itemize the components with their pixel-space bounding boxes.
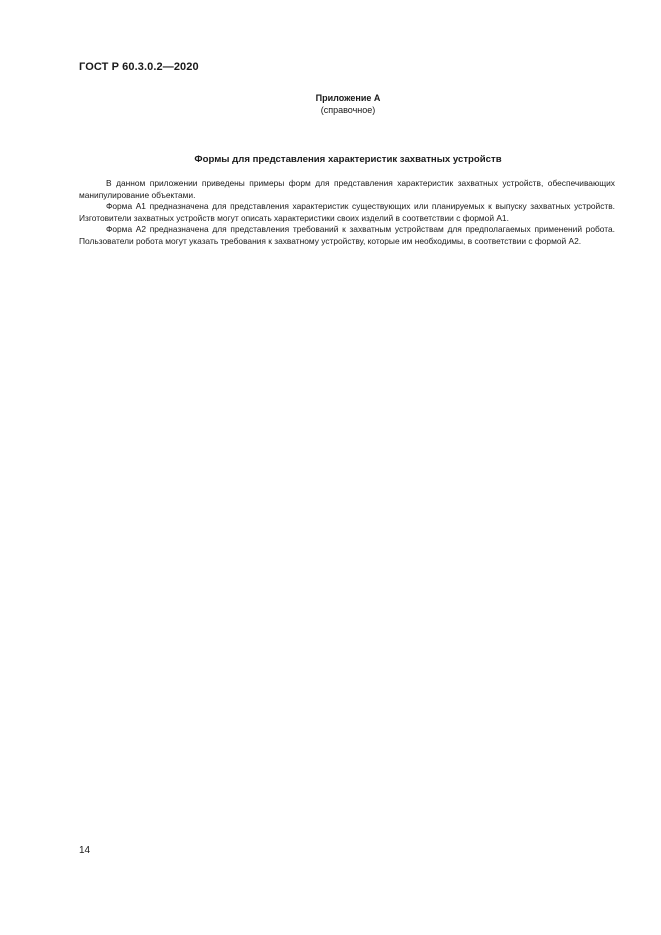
document-code: ГОСТ Р 60.3.0.2—2020	[79, 61, 199, 73]
section-title: Формы для представления характеристик захватных устройств	[194, 154, 502, 165]
body-text	[79, 178, 615, 247]
appendix-type: (справочное)	[320, 105, 376, 115]
paragraph-intro: В данном приложении приведены примеры форм для представления характеристик захватных устройств, обеспечивающих манипулирование объектами.	[79, 178, 615, 200]
paragraph-form-a1: Форма А1 предназначена для представления характеристик существующих или планируемых к выпуску захватных устройств. Изготовители захватных устройств могут описать характеристики своих изделий в соответствии с формой А1.	[79, 201, 615, 223]
page-number: 14	[79, 845, 91, 856]
paragraph-form-a2: Форма А2 предназначена для представления требований к захватным устройствам для предполагаемых применений робота. Пользователи робота могут указать требования к захватному устройству, которые им необходимы, в соответствии с формой А2.	[79, 224, 615, 246]
appendix-title: Приложение А	[315, 93, 381, 103]
